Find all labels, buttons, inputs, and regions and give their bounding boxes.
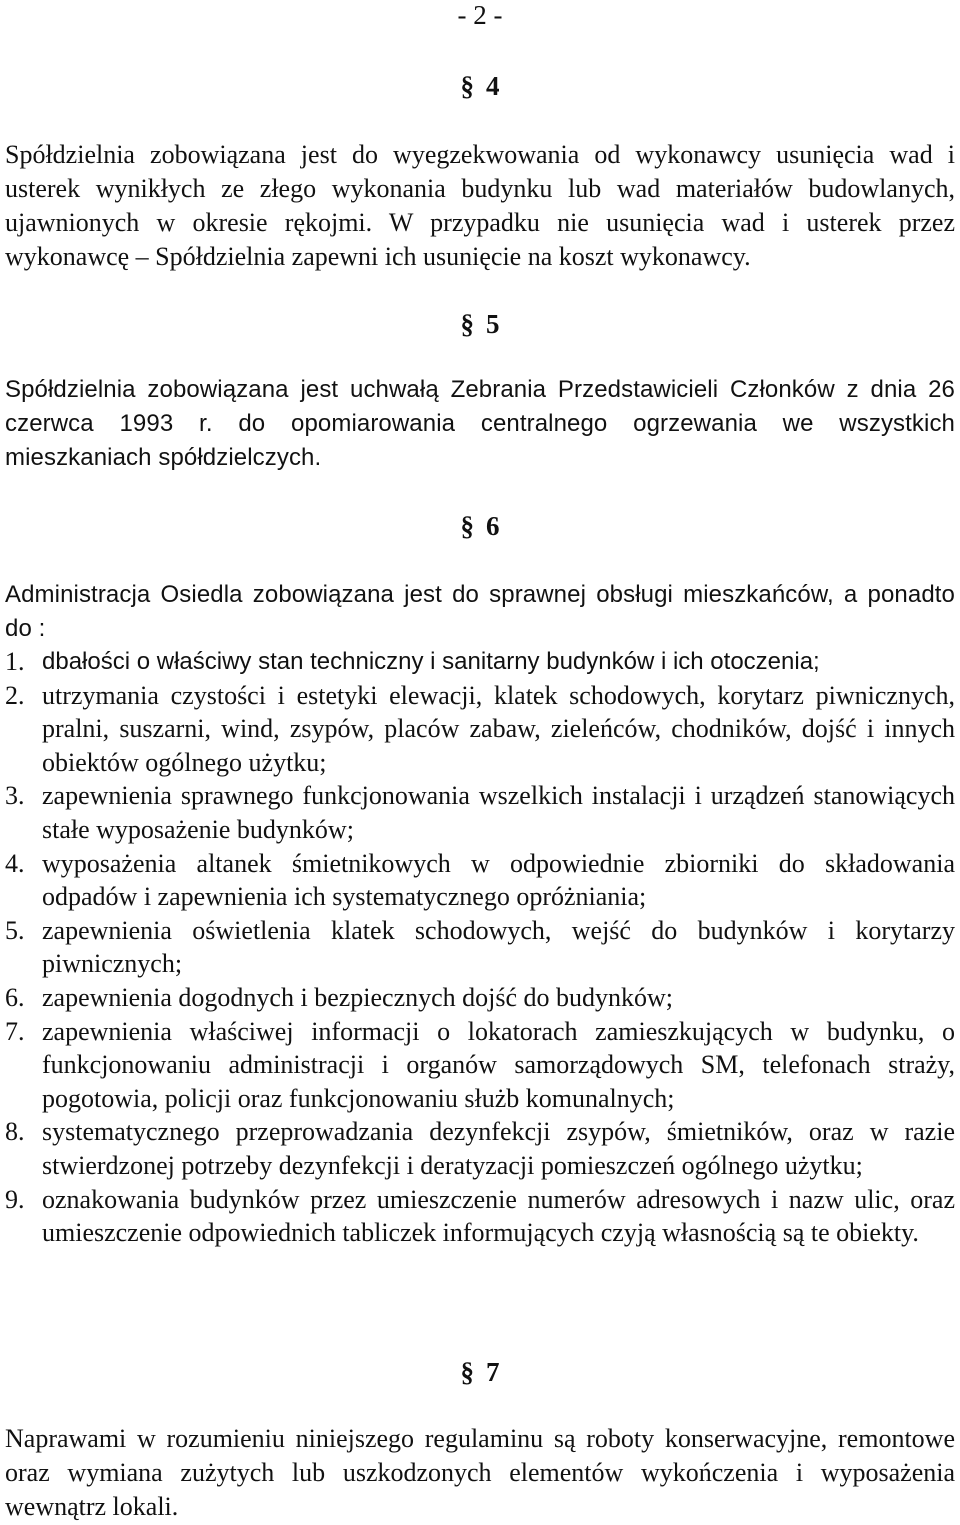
section-4-text: Spółdzielnia zobowiązana jest do wyegzekwowania od wykonawcy usunięcia wad i usterek wynikłych ze złego wykonania budynku lub wad materiałów budowlanych, ujawnionych w okresie rękojmi. W przypadku nie usunięcia wad i usterek przez wykonawcę – Spółdzielnia zapewni ich usunięcie na koszt wykonawcy. [5, 140, 955, 271]
section-symbol: § [460, 511, 474, 541]
section-4-heading [0, 70, 960, 102]
list-item-text: utrzymania czystości i estetyki elewacji, klatek schodowych, korytarz piwnicznych, pralni, suszarni, wind, zsypów, placów zabaw, zieleńców, chodników, dojść i innych obiektów ogólnego użytku; [42, 680, 955, 777]
section-5-heading [0, 308, 960, 340]
list-item-number: 3. [5, 781, 25, 811]
list-item-text: zapewnienia sprawnego funkcjonowania wszelkich instalacji i urządzeń stanowiących stałe wyposażenie budynków; [42, 781, 955, 844]
list-item-number: 2. [5, 680, 25, 710]
list-item [5, 847, 955, 914]
list-item-number: 6. [5, 982, 25, 1012]
list-item-number: 1. [5, 647, 25, 676]
section-number: 6 [486, 511, 500, 541]
list-item [5, 679, 955, 780]
list-item [5, 645, 955, 679]
section-6-heading [0, 510, 960, 542]
list-item-text: dbałości o właściwy stan techniczny i sanitarny budynków i ich otoczenia; [42, 648, 820, 675]
section-number: 4 [486, 71, 500, 101]
list-item-number: 9. [5, 1184, 25, 1214]
list-item-text: oznakowania budynków przez umieszczenie numerów adresowych i nazw ulic, oraz umieszczenie odpowiednich tabliczek informujących czyją własnością są te obiekty. [42, 1184, 955, 1248]
list-item-text: zapewnienia dogodnych i bezpiecznych dojść do budynków; [42, 982, 674, 1012]
section-7-heading [0, 1356, 960, 1388]
section-5-text: Spółdzielnia zobowiązana jest uchwałą Zebrania Przedstawicieli Członków z dnia 26 czerwca 1993 r. do opomiarowania centralnego ogrzewania we wszystkich mieszkaniach spółdzielczych. [5, 376, 955, 471]
section-number: 5 [486, 309, 500, 339]
list-item-text: wyposażenia altanek śmietnikowych w odpowiednie zbiorniki do składowania odpadów i zapewnienia ich systematycznego opróżniania; [42, 848, 955, 912]
page-number: - 2 - [457, 0, 503, 30]
list-item [5, 914, 955, 981]
section-6-intro: Administracja Osiedla zobowiązana jest do sprawnej obsługi mieszkańców, a ponadto do : [5, 581, 955, 642]
section-6-list [5, 645, 955, 1250]
list-item [5, 1183, 955, 1250]
list-item-text: zapewnienia oświetlenia klatek schodowych, wejść do budynków i korytarzy piwnicznych; [42, 915, 955, 979]
list-item [5, 981, 955, 1015]
list-item [5, 1015, 955, 1116]
section-symbol: § [460, 1357, 474, 1387]
list-item-number: 8. [5, 1117, 25, 1147]
section-symbol: § [460, 71, 474, 101]
list-item-number: 4. [5, 848, 25, 878]
section-7-text: Naprawami w rozumieniu niniejszego regulaminu są roboty konserwacyjne, remontowe oraz wymiana zużytych lub uszkodzonych elementów wykończenia i wyposażenia wewnątrz lokali. [5, 1424, 955, 1521]
list-item-text: systematycznego przeprowadzania dezynfekcji zsypów, śmietników, oraz w razie stwierdzonej potrzeby dezynfekcji i deratyzacji pomieszczeń ogólnego użytku; [42, 1117, 955, 1180]
section-symbol: § [460, 309, 474, 339]
section-number: 7 [486, 1357, 500, 1387]
list-item-text: zapewnienia właściwej informacji o lokatorach zamieszkujących w budynku, o funkcjonowaniu administracji i organów samorządowych SM, telefonach straży, pogotowia, policji oraz funkcjonowaniu służb komunalnych; [42, 1016, 955, 1113]
list-item [5, 779, 955, 846]
list-item-number: 7. [5, 1016, 25, 1046]
list-item-number: 5. [5, 915, 25, 945]
list-item [5, 1115, 955, 1182]
